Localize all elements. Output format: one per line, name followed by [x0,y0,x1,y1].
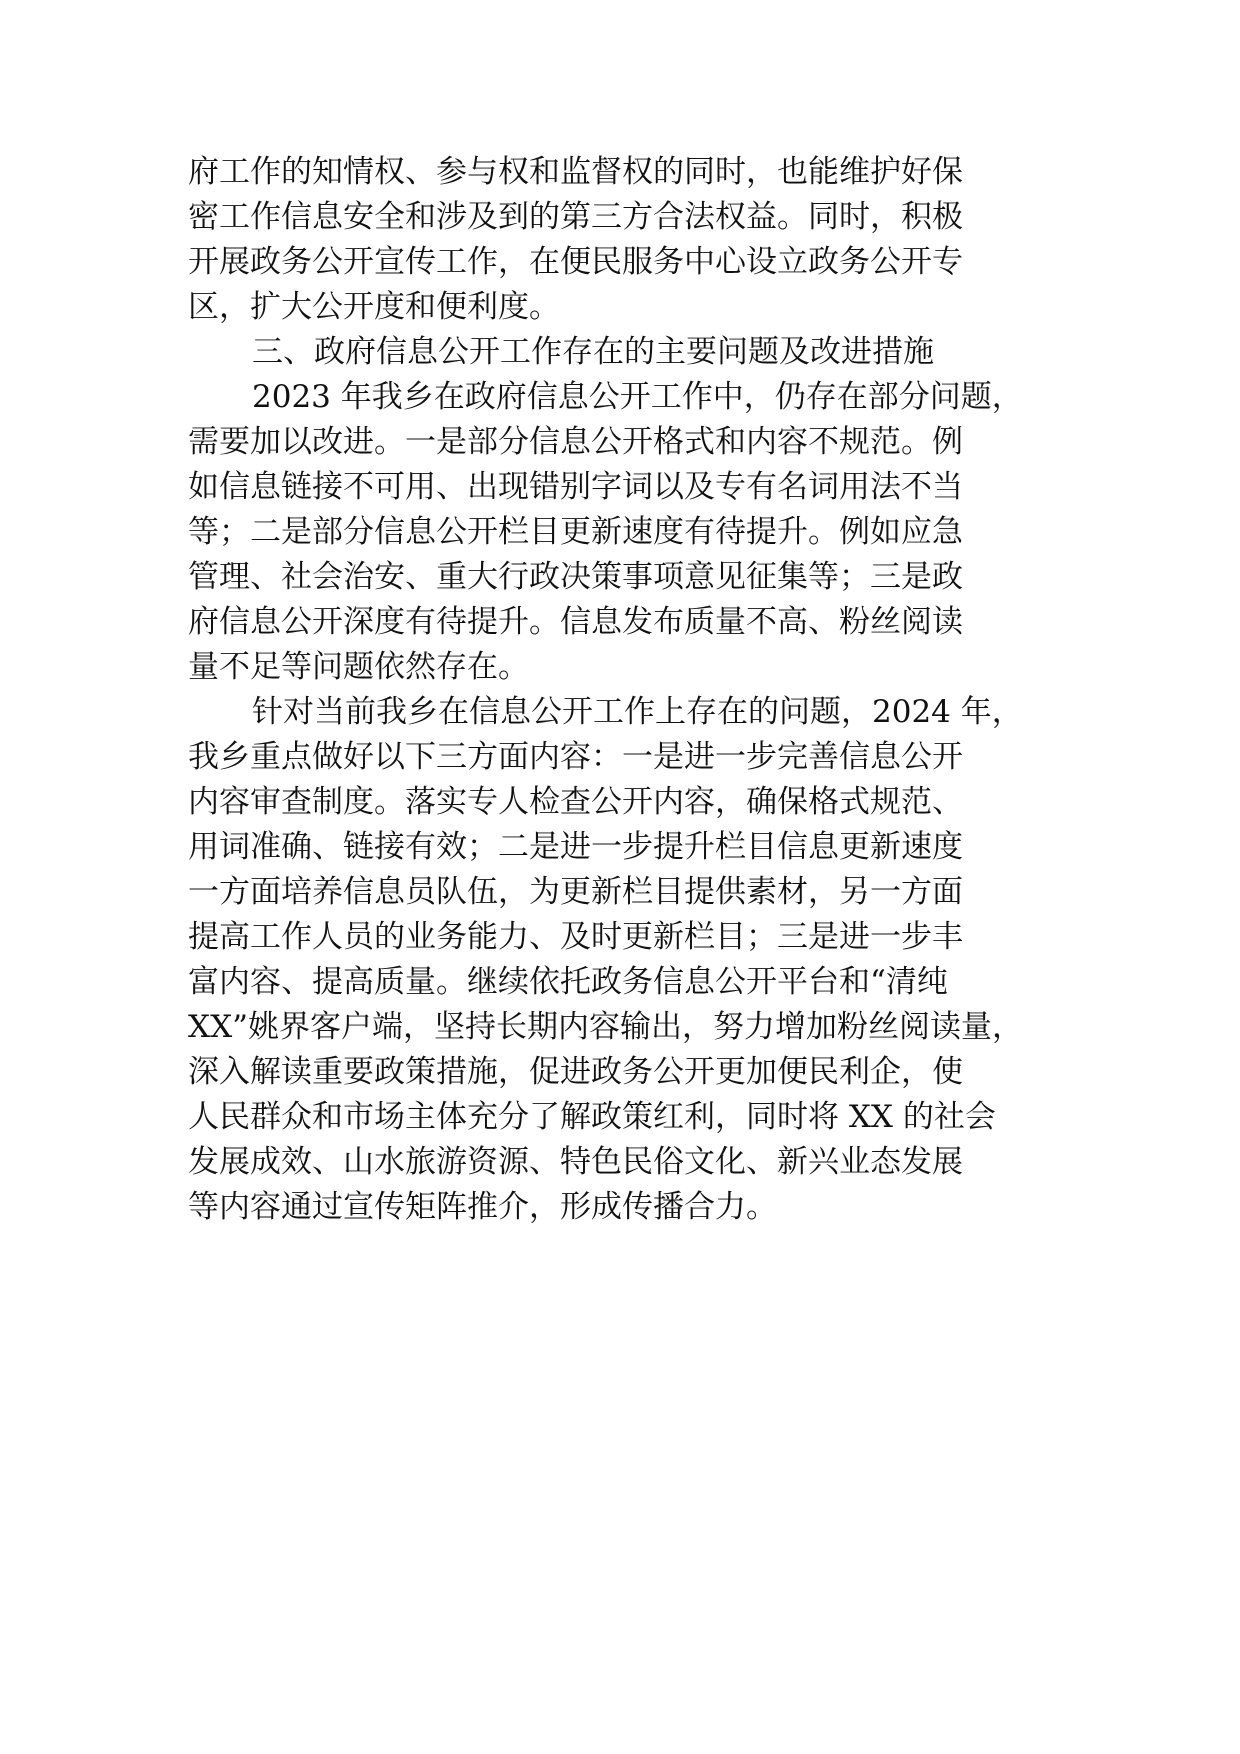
paragraph-line: 开展政务公开宣传工作，在便民服务中心设立政务公开专 [188,244,963,280]
document-body [188,150,1088,1230]
paragraph-line: 针对当前我乡在信息公开工作上存在的问题，2024 年， [252,694,1023,730]
paragraph-line: 量不足等问题依然存在。 [188,649,529,685]
paragraph-line: XX”姚界客户端，坚持长期内容输出，努力增加粉丝阅读量， [188,1009,1023,1045]
paragraph-line: 等；二是部分信息公开栏目更新速度有待提升。例如应急 [188,514,963,550]
paragraph-line: 府信息公开深度有待提升。信息发布质量不高、粉丝阅读 [188,604,963,640]
paragraph-line: 我乡重点做好以下三方面内容：一是进一步完善信息公开 [188,739,963,775]
section-heading: 三、政府信息公开工作存在的主要问题及改进措施 [252,334,934,370]
paragraph-line: 发展成效、山水旅游资源、特色民俗文化、新兴业态发展 [188,1144,963,1180]
paragraph-line: 需要加以改进。一是部分信息公开格式和内容不规范。例 [188,424,963,460]
paragraph-line: 等内容通过宣传矩阵推介，形成传播合力。 [188,1189,777,1225]
paragraph-line: 一方面培养信息员队伍，为更新栏目提供素材，另一方面 [188,874,963,910]
paragraph-line: 人民群众和市场主体充分了解政策红利，同时将 XX 的社会 [188,1099,996,1135]
paragraph-line: 府工作的知情权、参与权和监督权的同时，也能维护好保 [188,154,963,190]
paragraph-line: 提高工作人员的业务能力、及时更新栏目；三是进一步丰 [188,919,963,955]
paragraph-line: 内容审查制度。落实专人检查公开内容，确保格式规范、 [188,784,963,820]
paragraph-line: 2023 年我乡在政府信息公开工作中，仍存在部分问题， [252,379,1023,415]
paragraph-line: 密工作信息安全和涉及到的第三方合法权益。同时，积极 [188,199,963,235]
paragraph-line: 如信息链接不可用、出现错别字词以及专有名词用法不当 [188,469,963,505]
paragraph-line: 深入解读重要政策措施，促进政务公开更加便民利企，使 [188,1054,963,1090]
paragraph-line: 用词准确、链接有效；二是进一步提升栏目信息更新速度 [188,829,963,865]
paragraph-line: 管理、社会治安、重大行政决策事项意见征集等；三是政 [188,559,963,595]
paragraph-line: 区，扩大公开度和便利度。 [188,289,560,325]
paragraph-line: 富内容、提高质量。继续依托政务信息公开平台和“清纯 [188,964,948,1000]
